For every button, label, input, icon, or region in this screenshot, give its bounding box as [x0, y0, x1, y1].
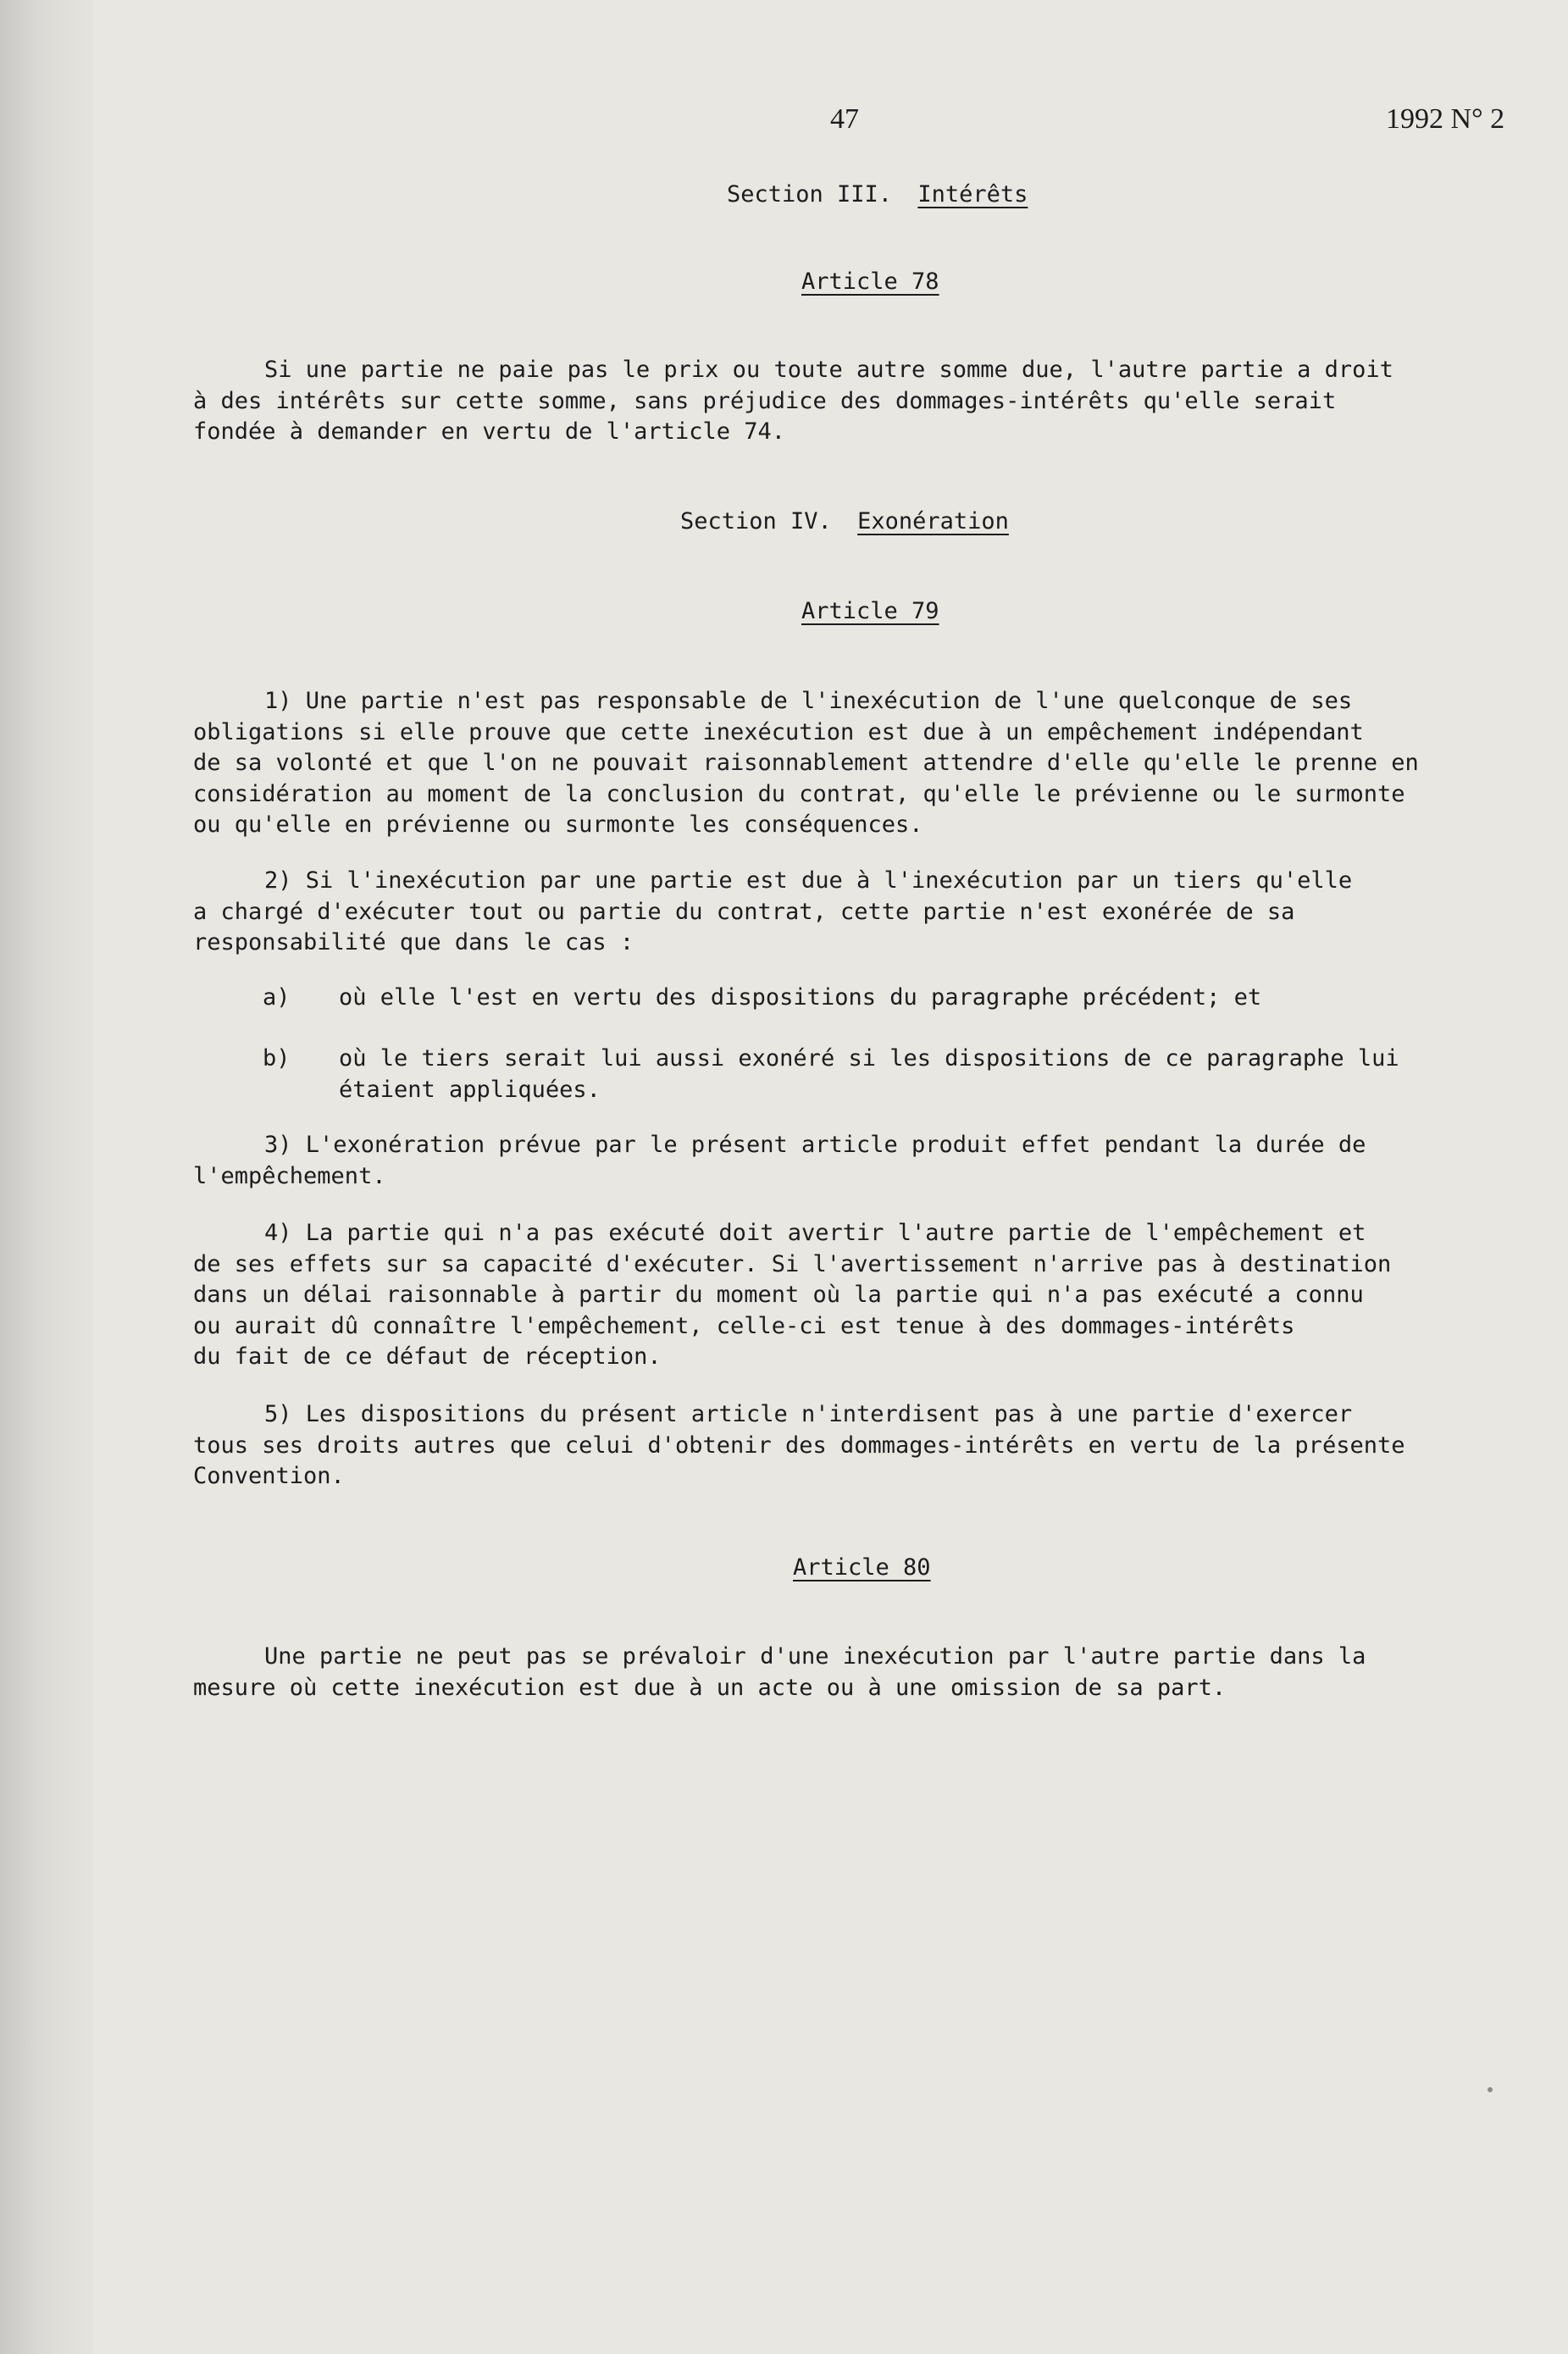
text-line: Si une partie ne paie pas le prix ou toute autre somme due, l'autre partie a droit	[264, 357, 1393, 383]
text-line: ou qu'elle en prévienne ou surmonte les conséquences.	[193, 811, 923, 838]
text-line: où le tiers serait lui aussi exonéré si les dispositions de ce paragraphe lui	[339, 1045, 1399, 1072]
text-line: tous ses droits autres que celui d'obtenir des dommages-intérêts en vertu de la présente	[193, 1432, 1405, 1459]
text-line: fondée à demander en vertu de l'article 74.	[193, 418, 785, 445]
section-3-heading	[727, 181, 1028, 208]
text-line: 5) Les dispositions du présent article n'interdisent pas à une partie d'exercer	[264, 1401, 1353, 1427]
article-79-heading: Article 79	[801, 598, 939, 624]
text-line: considération au moment de la conclusion du contrat, qu'elle le prévienne ou le surmonte	[193, 780, 1405, 807]
article-79-paragraph-4	[193, 1218, 1468, 1373]
text-line: à des intérêts sur cette somme, sans préjudice des dommages-intérêts qu'elle serait	[193, 387, 1337, 414]
text-line: de sa volonté et que l'on ne pouvait raisonnablement attendre d'elle qu'elle le prenne en	[193, 750, 1419, 776]
article-80-heading: Article 80	[793, 1554, 931, 1581]
text-line: responsabilité que dans le cas :	[193, 929, 634, 955]
text-line: 2) Si l'inexécution par une partie est due à l'inexécution par un tiers qu'elle	[264, 867, 1353, 894]
item-text	[339, 1044, 1399, 1105]
text-line: obligations si elle prouve que cette inexécution est due à un empêchement indépendant	[193, 718, 1364, 745]
section-4-label: Section IV.	[680, 508, 832, 534]
issue-number: 1992 N° 2	[1386, 103, 1505, 135]
item-text	[339, 983, 1261, 1014]
text-line: Une partie ne peut pas se prévaloir d'une inexécution par l'autre partie dans la	[264, 1643, 1366, 1670]
text-line: mesure où cette inexécution est due à un acte ou à une omission de sa part.	[193, 1674, 1227, 1701]
text-line: a chargé d'exécuter tout ou partie du contrat, cette partie n'est exonérée de sa	[193, 898, 1295, 925]
text-line: étaient appliquées.	[339, 1076, 601, 1103]
article-79-paragraph-2	[193, 866, 1468, 959]
section-4-heading	[680, 508, 1009, 534]
text-line: où elle l'est en vertu des dispositions du paragraphe précédent; et	[339, 984, 1262, 1011]
text-line: 4) La partie qui n'a pas exécuté doit avertir l'autre partie de l'empêchement et	[264, 1220, 1366, 1246]
text-line: l'empêchement.	[193, 1162, 386, 1189]
text-line: de ses effets sur sa capacité d'exécuter. Si l'avertissement n'arrive pas à destination	[193, 1250, 1392, 1277]
section-4-title: Exonération	[857, 508, 1009, 534]
item-label: a)	[263, 984, 291, 1011]
text-line: 1) Une partie n'est pas responsable de l'inexécution de l'une quelconque de ses	[264, 688, 1353, 714]
text-line: 3) L'exonération prévue par le présent article produit effet pendant la durée de	[264, 1132, 1366, 1158]
article-78-text	[193, 355, 1468, 448]
article-79-paragraph-5	[193, 1399, 1468, 1493]
text-line: du fait de ce défaut de réception.	[193, 1343, 662, 1370]
page-number: 47	[830, 103, 859, 135]
article-79-paragraph-3	[193, 1130, 1468, 1192]
item-label: b)	[263, 1045, 291, 1072]
section-3-label: Section III.	[727, 181, 893, 208]
article-79-paragraph-1	[193, 686, 1468, 841]
text-line: ou aurait dû connaître l'empêchement, celle-ci est tenue à des dommages-intérêts	[193, 1312, 1295, 1339]
text-line: Convention.	[193, 1463, 345, 1489]
article-80-text	[193, 1642, 1468, 1703]
paper-speck	[1488, 2087, 1493, 2092]
section-3-title: Intérêts	[917, 181, 1028, 208]
article-78-heading: Article 78	[801, 269, 939, 295]
text-line: dans un délai raisonnable à partir du moment où la partie qui n'a pas exécuté a connu	[193, 1282, 1364, 1308]
